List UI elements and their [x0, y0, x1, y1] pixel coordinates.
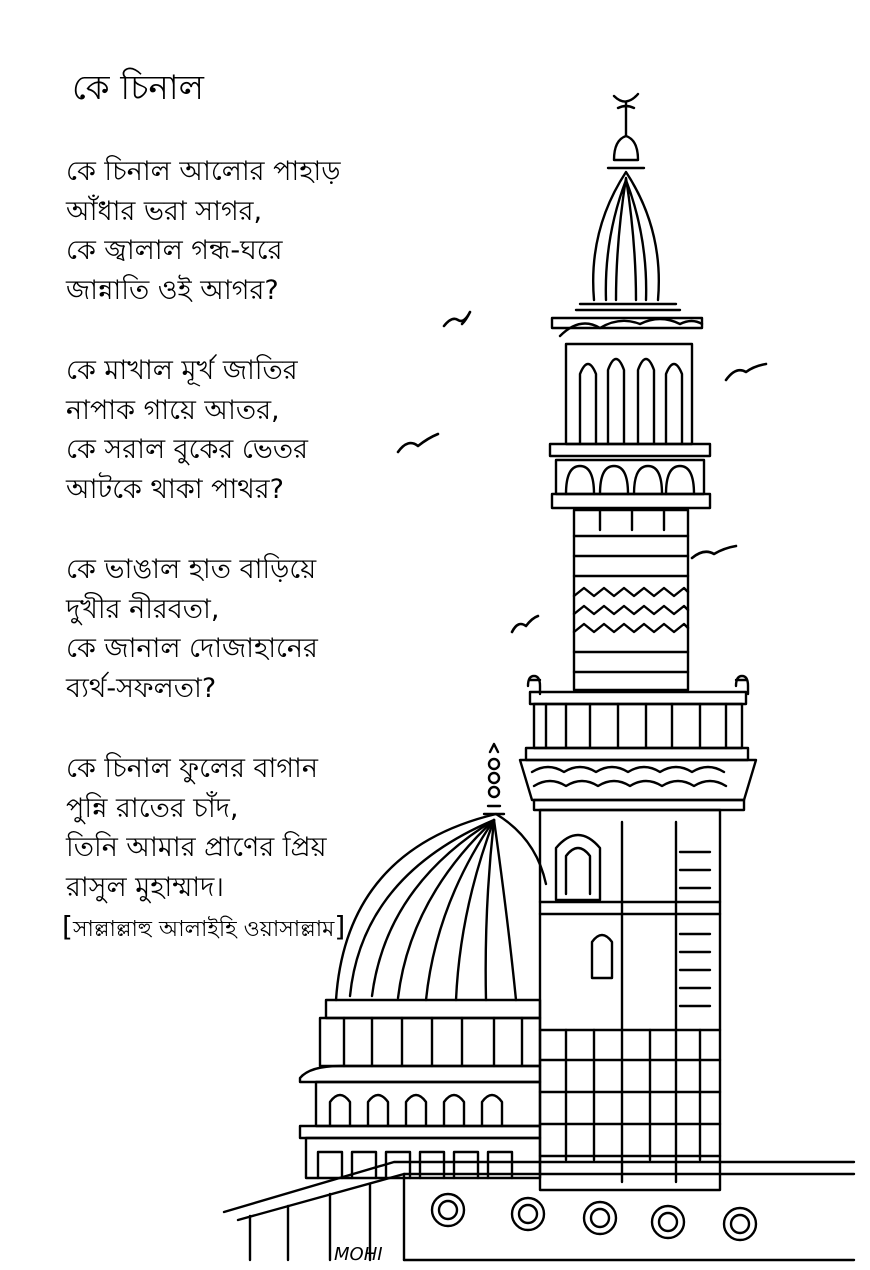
poem-line: তিনি আমার প্রাণের প্রিয় — [66, 832, 327, 863]
birds-icon — [398, 312, 766, 632]
dome-icon — [300, 744, 546, 1178]
minaret-upper-gallery — [550, 318, 710, 508]
crescent-icon — [614, 94, 638, 136]
poem-line: ব্যর্থ-সফলতা? — [66, 672, 217, 704]
poem-line: কে চিনাল আলোর পাহাড় — [66, 156, 341, 187]
minaret-base-shaft — [540, 810, 720, 1190]
poem-line: পুন্নি রাতের চাঁদ, — [66, 792, 239, 824]
artist-signature: MOHI — [334, 1244, 383, 1265]
poem-line: নাপাক গায়ে আতর, — [66, 394, 280, 426]
poem-line: দুখীর নীরবতা, — [66, 593, 220, 625]
poem-line: কে জানাল দোজাহানের — [66, 633, 318, 664]
poem-line: আঁধার ভরা সাগর, — [66, 195, 263, 227]
minaret-lower-gallery — [520, 676, 756, 810]
poem-line: জান্নাতি ওই আগর? — [66, 274, 279, 306]
blessing-text: সাল্লাল্লাহু আলাইহি ওয়াসাল্লাম — [72, 917, 335, 942]
poem-line: রাসুল মুহাম্মাদ। — [66, 871, 224, 903]
poem-line: কে চিনাল ফুলের বাগান — [66, 753, 318, 784]
poem-line: কে ভাঙাল হাত বাড়িয়ে — [66, 554, 317, 585]
poem-line: কে জ্বালাল গন্ধ-ঘরে — [66, 235, 283, 266]
poem-line: কে মাখাল মূর্খ জাতির — [66, 355, 298, 386]
poem-line: আটকে থাকা পাথর? — [66, 473, 284, 505]
minaret-top-dome — [576, 136, 680, 310]
blessing-note: [সাল্লাল্লাহু আলাইহি ওয়াসাল্লাম] — [62, 910, 346, 943]
poem-line: কে সরাল বুকের ভেতর — [66, 434, 309, 465]
poem-title: কে চিনাল — [72, 68, 204, 108]
minaret-middle-shaft — [574, 510, 688, 690]
